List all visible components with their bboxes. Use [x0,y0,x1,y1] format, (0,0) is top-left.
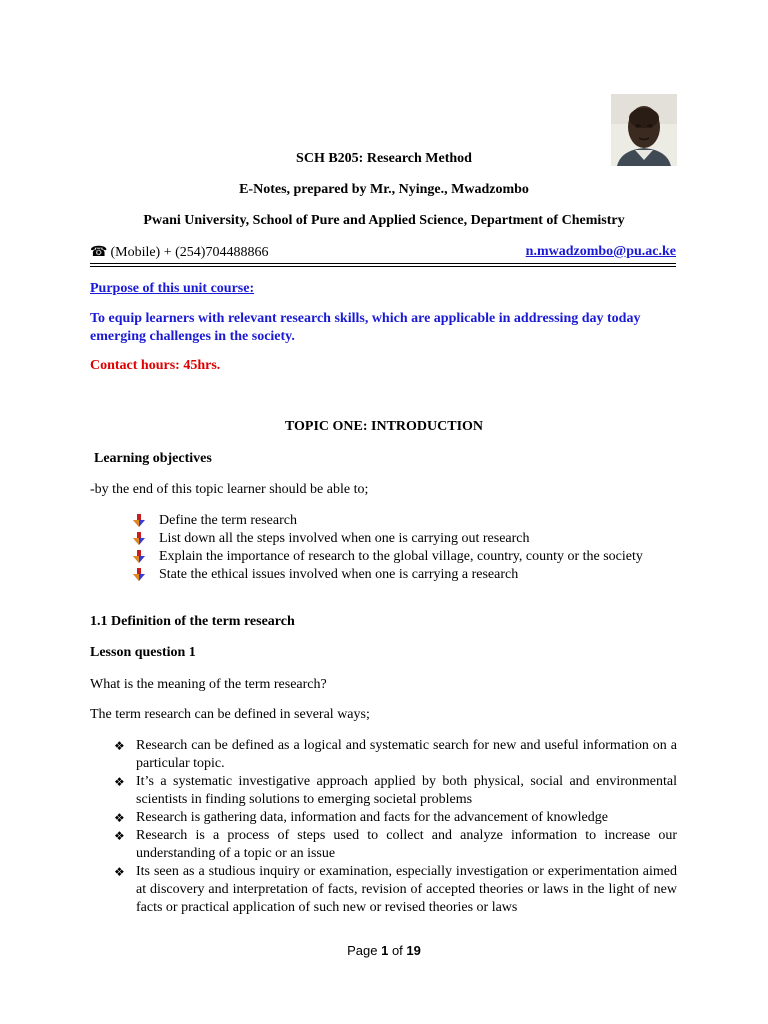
diamond-bullet-icon: ❖ [114,811,125,825]
purpose-text: To equip learners with relevant research skills, which are applicable in addressing day today emerging challenges in the society. [90,311,641,344]
definition-text: Research is a process of steps used to collect and analyze information to increase our understanding of a topic or an issue [136,828,677,861]
arrow-down-bullet-icon [132,550,146,564]
definition-text: Research can be defined as a logical and systematic search for new and useful information on a particular topic. [136,738,677,771]
lesson-question-label: Lesson question 1 [90,645,196,660]
objective-text: List down all the steps involved when one is carrying out research [159,531,530,546]
list-item [132,548,677,566]
footer-total-pages: 19 [406,943,421,958]
course-title: SCH B205: Research Method [296,151,472,166]
contact-row [90,244,676,262]
prepared-by: E-Notes, prepared by Mr., Nyinge., Mwadzombo [239,182,529,197]
list-item [112,863,677,917]
definitions-intro: The term research can be defined in several ways; [90,707,370,722]
definition-text: Its seen as a studious inquiry or examination, especially investigation or experimentation aimed at discovery and interpretation of facts, revision of accepted theories or laws in the light of new facts or practical application of such new or revised theories or laws [136,864,677,915]
header-rule-double [90,266,676,267]
list-item [112,737,677,773]
objectives-list [132,512,677,584]
email-link[interactable]: n.mwadzombo@pu.ac.ke [525,244,676,259]
objective-text: Define the term research [159,513,297,528]
learning-objectives-intro: -by the end of this topic learner should be able to; [90,482,369,497]
footer-page-number: 1 [381,943,389,958]
page-footer [0,943,768,958]
arrow-down-bullet-icon [132,568,146,582]
list-item [132,566,677,584]
arrow-down-bullet-icon [132,532,146,546]
diamond-bullet-icon: ❖ [114,829,125,843]
list-item [132,512,677,530]
list-item [112,809,677,827]
header-rule [90,263,676,264]
footer-of-word: of [391,943,403,958]
diamond-bullet-icon: ❖ [114,775,125,789]
diamond-bullet-icon: ❖ [114,865,125,879]
definition-text: It’s a systematic investigative approach applied by both physical, social and environmental scientists in finding solutions to emerging societal problems [136,774,677,807]
contact-hours: Contact hours: 45hrs. [90,358,221,373]
definitions-list [112,737,677,917]
objective-text: State the ethical issues involved when one is carrying a research [159,567,519,582]
lesson-question-text: What is the meaning of the term research? [90,677,327,692]
institution: Pwani University, School of Pure and Applied Science, Department of Chemistry [143,213,625,228]
section-heading: 1.1 Definition of the term research [90,614,295,629]
topic-title: TOPIC ONE: INTRODUCTION [284,419,484,434]
definition-text: Research is gathering data, information and facts for the advancement of knowledge [136,810,608,825]
footer-page-word: Page [347,943,378,958]
arrow-down-bullet-icon [132,514,146,528]
objective-text: Explain the importance of research to the global village, country, county or the society [159,549,643,564]
diamond-bullet-icon: ❖ [114,739,125,753]
telephone-icon: ☎ [90,245,108,260]
purpose-heading: Purpose of this unit course: [90,281,255,296]
list-item [112,773,677,809]
learning-objectives-heading: Learning objectives [94,451,212,466]
mobile-number: (Mobile) + (254)704488866 [110,245,269,260]
list-item [112,827,677,863]
list-item [132,530,677,548]
